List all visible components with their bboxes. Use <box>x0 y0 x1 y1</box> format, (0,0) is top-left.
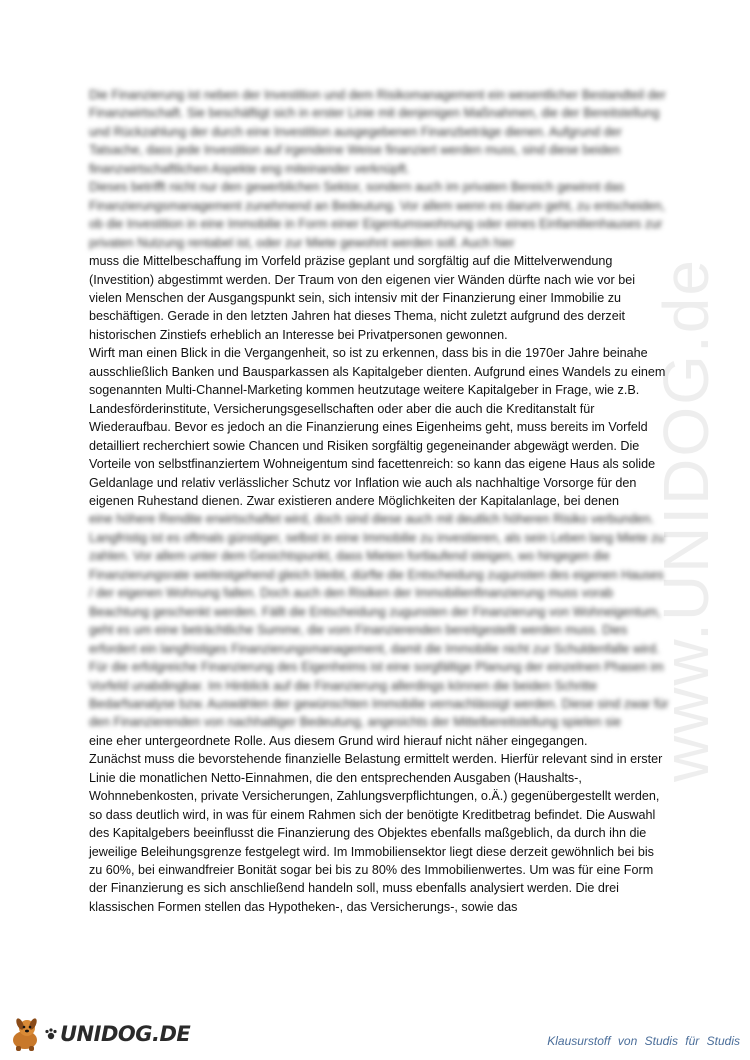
unidog-logo[interactable] <box>6 1014 190 1054</box>
blurred-paragraph-2: Dieses betrifft nicht nur den gewerblichen Sektor, sondern auch im privaten Bereich gewinnt das Finanzierungsmanagement zunehmend an Bedeutung. Vor allem wenn es darum geht, zu entscheiden, ob die Investition in eine Immobilie in Form einer Eigentumswohnung oder eines Einfamilienhauses zur privaten Nutzung rentabel ist, oder zur Miete gewohnt werden soll. Auch hier <box>89 180 666 250</box>
paw-print-icon <box>44 1027 58 1041</box>
paragraph-7: eine eher untergeordnete Rolle. Aus diesem Grund wird hierauf nicht näher eingegangen. <box>89 733 588 748</box>
dog-mascot-icon <box>6 1015 44 1053</box>
blurred-paragraph-5: eine höhere Rendite erwirtschaftet wird, doch sind diese auch mit deutlich höheren Risiko verbunden. Langfristig ist es oftmals günstiger, selbst in eine Immobilie zu investieren, als sein Leben lang Miete zu zahlen. Vor allem unter dem Gesichtspunkt, dass Mieten fortlaufend steigen, wo hingegen die Finanzierungsrate weitestgehend gleich bleibt, dürfte die Entscheidung zugunsten des eigenen Hauses / der eigenen Wohnung fallen. Doch auch den Risiken der Immobilienfinanzierung muss vorab Beachtung geschenkt werden. Fällt die Entscheidung zugunsten der Finanzierung von Wohneigentum, geht es um eine beträchtliche Summe, die vom Finanzierenden bereitgestellt werden muss. Dies erfordert ein langfristiges Finanzierungsmanagement, damit die Immobilie nicht zur Schuldenfalle wird. <box>89 512 665 656</box>
footer-slogan: Klausurstoff von Studis für Studis <box>547 1034 740 1048</box>
logo-text: UNIDOG.DE <box>60 1022 191 1046</box>
blurred-paragraph-1: Die Finanzierung ist neben der Investition und dem Risikomanagement ein wesentlicher Bestandteil der Finanzwirtschaft. Sie beschäftigt sich in erster Linie mit denjenigen Maßnahmen, die der Bereitstellung und Rückzahlung der durch eine Investition ausgegebenen Finanzbeträge dienen. Aufgrund der Tatsache, dass jede Investition auf irgendeine Weise finanziert werden muss, sind diese beiden finanzwirtschaftlichen Aspekte eng miteinander verknüpft. <box>89 88 666 176</box>
paragraph-8: Zunächst muss die bevorstehende finanzielle Belastung ermittelt werden. Hierfür relevant sind in erster Linie die monatlichen Netto-Einnahmen, die den entsprechenden Ausgaben (Haushalts-, Wohnnebenkosten, private Versicherungen, Zahlungsverpflichtungen, o.Ä.) gegenübergestellt werden, so dass deutlich wird, in was für einem Rahmen sich der benötigte Kreditbetrag befindet. Die Auswahl des Kapitalgebers beeinflusst die Finanzierung des Objektes ebenfalls maßgeblich, da durch ihn die jeweilige Beleihungsgrenze festgelegt wird. Im Immobiliensektor liegt diese derzeit gewöhnlich bei bis zu 60%, bei einwandfreier Bonität sogar bei bis zu 80% des Immobilienwertes. Um was für eine Form der Finanzierung es sich anschließend handeln soll, muss ebenfalls analysiert werden. Die drei klassischen Formen stellen das Hypotheken-, das Versicherungs-, sowie das <box>89 752 663 914</box>
document-body <box>89 86 669 916</box>
watermark: www.UNIDOG.de <box>650 258 722 782</box>
paragraph-3: muss die Mittelbeschaffung im Vorfeld präzise geplant und sorgfältig auf die Mittelverwendung (Investition) abgestimmt werden. Der Traum von den eigenen vier Wänden dürfte nach wie vor bei vielen Menschen der Ausgangspunkt sein, sich intensiv mit der Finanzierung einer Immobilie zu beschäftigen. Gerade in den letzten Jahren hat dieses Thema, nicht zuletzt aufgrund des derzeit historischen Zinstiefs erheblich an Interesse bei Privatpersonen gewonnen. <box>89 254 636 342</box>
blurred-paragraph-6: Für die erfolgreiche Finanzierung des Eigenheims ist eine sorgfältige Planung der einzelnen Phasen im Vorfeld unabdingbar. Im Hinblick auf die Finanzierung allerdings können die beiden Schritte Bedarfsanalyse bzw. Auswählen der gewünschten Immobilie vernachlässigt werden. Diese sind zwar für den Finanzierenden von nachhaltiger Bedeutung, angesichts der Mittelbereitstellung spielen sie <box>89 660 669 730</box>
paragraph-4: Wirft man einen Blick in die Vergangenheit, so ist zu erkennen, dass bis in die 1970er Jahre beinahe ausschließlich Banken und Bausparkassen als Kapitalgeber dienten. Aufgrund eines Wandels zu einem sogenannten Multi-Channel-Marketing kommen heutzutage weitere Kapitalgeber in Frage, wie z.B. Landesförderinstitute, Versicherungsgesellschaften oder aber die auch die Kreditanstalt für Wiederaufbau. Bevor es jedoch an die Finanzierung eines Eigenheims geht, muss bereits im Vorfeld detailliert recherchiert sowie Chancen und Risiken sorgfältig gegeneinander abgewägt werden. Die Vorteile von selbstfinanziertem Wohneigentum sind facettenreich: so kann das eigene Haus als solide Geldanlage und relativ verlässlicher Schutz vor Inflation wie auch als nachhaltige Vorsorge für den eigenen Ruhestand dienen. Zwar existieren andere Möglichkeiten der Kapitalanlage, bei denen <box>89 346 666 508</box>
